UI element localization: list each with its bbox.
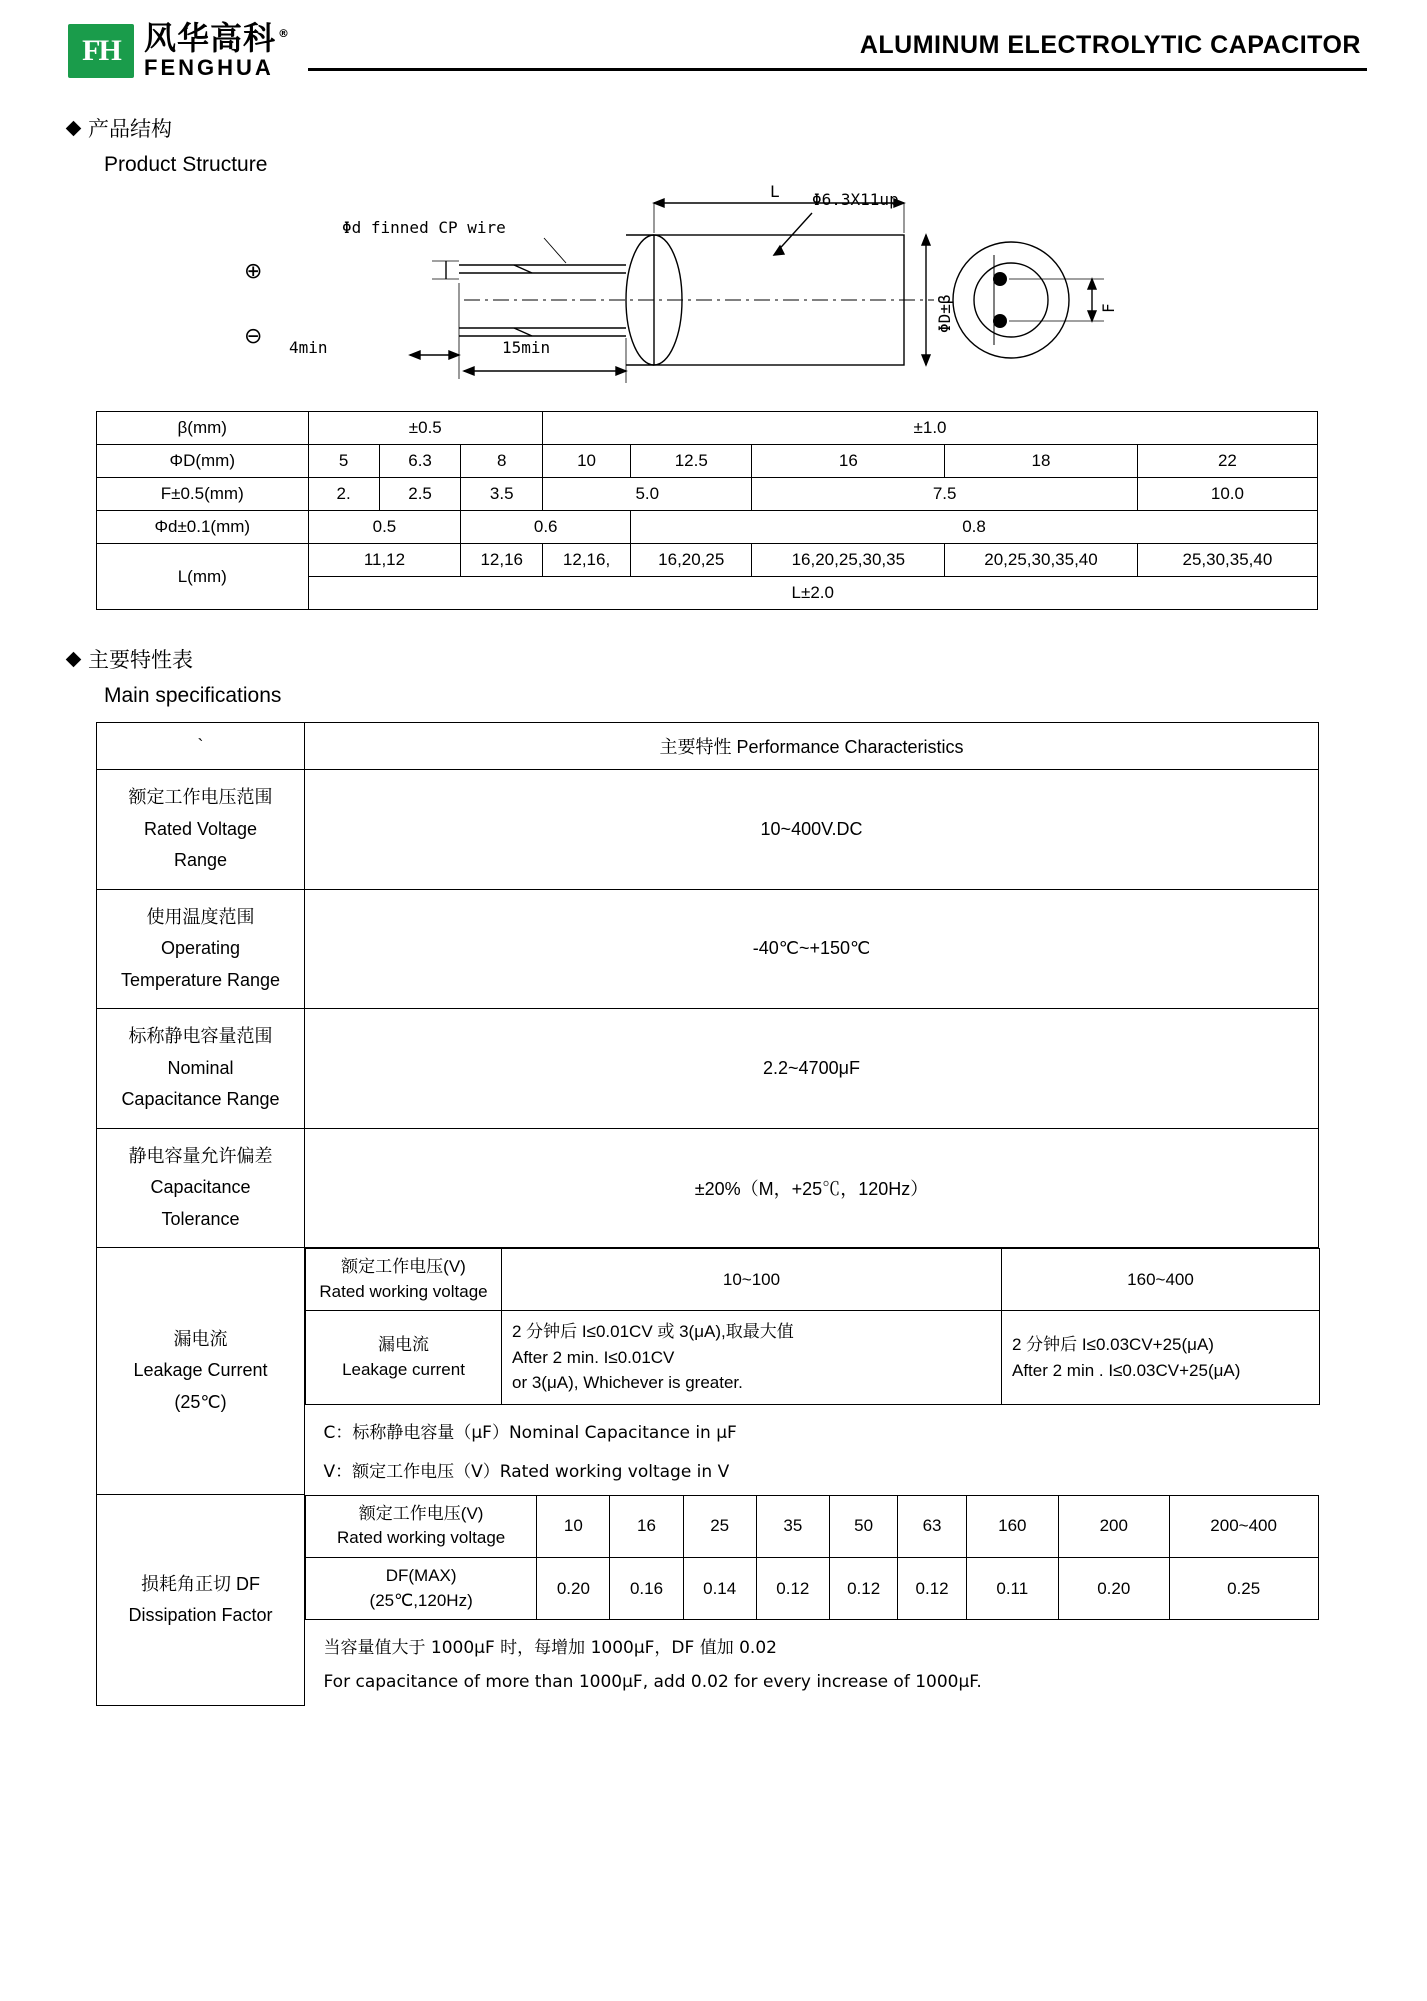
df-value-cell: 0.12 <box>756 1558 829 1620</box>
label-line: Leakage current <box>342 1359 465 1379</box>
leakage-notes <box>306 1404 1320 1495</box>
product-structure-heading <box>68 113 1359 143</box>
minus-terminal-icon: ⊖ <box>243 324 262 349</box>
dim-cell: 7.5 <box>752 478 1137 511</box>
spec-value-nominal-capacitance: 2.2~4700μF <box>305 1009 1319 1129</box>
dim-cell: 3.5 <box>461 478 543 511</box>
label-line: Rated Voltage <box>143 818 258 839</box>
performance-characteristics-header: 主要特性 Performance Characteristics <box>305 723 1319 770</box>
df-value-cell: 0.14 <box>683 1558 756 1620</box>
label-line: Tolerance <box>161 1208 240 1229</box>
main-specs-section <box>0 644 1427 1706</box>
logo-english-name: FENGHUA <box>144 55 274 80</box>
label-line: Capacitance Range <box>121 1089 280 1109</box>
df-value-cell: 0.20 <box>537 1558 610 1620</box>
dim-cell: 5 <box>308 445 379 478</box>
label-line: Rated working voltage <box>319 1281 488 1301</box>
dim-row-label: β(mm) <box>97 412 309 445</box>
dissipation-inner-table <box>305 1495 1319 1706</box>
dim-row-label: ΦD(mm) <box>97 445 309 478</box>
dim-cell: 2. <box>308 478 379 511</box>
logo-wordmark <box>144 19 291 80</box>
table-row <box>97 1128 1319 1248</box>
label-phiD-beta: ΦD±β <box>934 294 954 333</box>
logo-chinese-name: 风华高科 ® <box>144 19 291 57</box>
dim-cell: 22 <box>1137 445 1317 478</box>
df-value-cell: 0.16 <box>610 1558 683 1620</box>
label-line: 额定工作电压范围 <box>128 787 273 807</box>
spec-value-operating-temperature: -40℃~+150℃ <box>305 889 1319 1009</box>
product-structure-section <box>0 113 1427 610</box>
dimension-table <box>96 411 1318 610</box>
label-line: Nominal <box>167 1057 234 1078</box>
table-row <box>97 1495 1319 1706</box>
dim-cell: 8 <box>461 445 543 478</box>
spec-label-nominal-capacitance <box>97 1009 305 1129</box>
leakage-value-high: 2 分钟后 I≤0.03CV+25(μA) After 2 min . I≤0.03CV+25(μA) <box>1002 1311 1320 1405</box>
dim-cell: 25,30,35,40 <box>1137 544 1317 577</box>
product-structure-heading-en: Product Structure <box>104 153 268 176</box>
label-line: 漏电流 <box>173 1328 228 1349</box>
document-title: ALUMINUM ELECTROLYTIC CAPACITOR <box>859 30 1361 59</box>
df-voltage-cell: 200~400 <box>1169 1495 1318 1557</box>
plus-terminal-icon: ⊕ <box>243 259 262 284</box>
leakage-current-block <box>305 1248 1319 1495</box>
spec-label-leakage-current <box>97 1248 305 1495</box>
table-row <box>97 412 1318 445</box>
df-max-header <box>306 1558 537 1620</box>
dim-cell: 0.5 <box>308 511 461 544</box>
df-note-cn: 当容量值大于 1000μF 时，每增加 1000μF，DF 值加 0.02 <box>323 1638 777 1659</box>
product-structure-heading-cn: 产品结构 <box>88 117 172 141</box>
df-value-cell: 0.25 <box>1169 1558 1318 1620</box>
table-row <box>97 889 1319 1009</box>
label-F: F <box>1098 303 1118 313</box>
dim-cell: 5.0 <box>543 478 752 511</box>
spec-value-rated-voltage: 10~400V.DC <box>305 770 1319 890</box>
logo-mark-text: FH <box>82 33 120 67</box>
spec-value-capacitance-tolerance: ±20%（M，+25℃，120Hz） <box>305 1128 1319 1248</box>
table-row <box>97 511 1318 544</box>
df-voltage-cell: 200 <box>1058 1495 1169 1557</box>
df-voltage-header <box>306 1495 537 1557</box>
company-logo <box>68 19 291 80</box>
table-row <box>97 478 1318 511</box>
capacitor-drawing <box>68 183 1359 393</box>
table-row <box>97 1009 1319 1129</box>
label-line: Leakage Current <box>133 1360 268 1381</box>
label-line: 漏电流 <box>378 1334 429 1354</box>
spec-corner-cell: ` <box>97 723 305 770</box>
df-voltage-cell: 50 <box>829 1495 897 1557</box>
label-line: (25℃) <box>174 1391 227 1412</box>
header-divider <box>308 68 1367 71</box>
df-notes <box>306 1620 1319 1706</box>
dim-cell: 10.0 <box>1137 478 1317 511</box>
capacitor-outline-svg <box>214 183 1214 393</box>
page-header <box>0 0 1427 79</box>
label-line: Temperature Range <box>120 969 281 990</box>
diamond-bullet-icon <box>66 120 82 136</box>
spec-label-capacitance-tolerance <box>97 1128 305 1248</box>
dim-cell: 0.6 <box>461 511 631 544</box>
table-row <box>97 544 1318 577</box>
leakage-voltage-range-high: 160~400 <box>1002 1249 1320 1311</box>
specifications-table <box>96 722 1319 1706</box>
label-line: Capacitance <box>150 1177 251 1197</box>
dim-cell: 16,20,25,30,35 <box>752 544 945 577</box>
label-L: L <box>769 183 780 201</box>
dim-cell: 18 <box>945 445 1138 478</box>
table-row <box>306 1620 1319 1706</box>
label-phi-63: Φ6.3X11up <box>811 190 899 209</box>
table-row <box>306 1404 1320 1495</box>
table-row <box>306 1495 1319 1557</box>
df-voltage-cell: 16 <box>610 1495 683 1557</box>
leakage-voltage-header <box>306 1249 502 1311</box>
label-line: 损耗角正切 DF <box>141 1573 260 1594</box>
dim-cell: ±0.5 <box>308 412 543 445</box>
diamond-bullet-icon <box>66 651 82 667</box>
df-note-en: For capacitance of more than 1000μF, add 0.02 for every increase of 1000μF. <box>323 1672 982 1693</box>
label-line: (25℃,120Hz) <box>369 1590 473 1610</box>
label-line: 使用温度范围 <box>146 906 255 927</box>
dissipation-factor-block <box>305 1495 1319 1706</box>
df-voltage-cell: 63 <box>898 1495 966 1557</box>
dim-row-label: F±0.5(mm) <box>97 478 309 511</box>
dim-cell: 20,25,30,35,40 <box>945 544 1138 577</box>
table-row <box>97 723 1319 770</box>
table-row <box>97 1248 1319 1495</box>
dim-cell: 16 <box>752 445 945 478</box>
dim-row-label: Φd±0.1(mm) <box>97 511 309 544</box>
dim-cell: 16,20,25 <box>631 544 752 577</box>
df-value-cell: 0.12 <box>898 1558 966 1620</box>
df-value-cell: 0.11 <box>966 1558 1058 1620</box>
label-line: Rated working voltage <box>337 1528 506 1548</box>
table-row <box>306 1311 1320 1405</box>
label-line: 标称静电容量范围 <box>128 1026 273 1046</box>
dim-cell: 11,12 <box>308 544 461 577</box>
label-line: Operating <box>160 938 241 958</box>
main-specs-heading <box>68 644 1359 674</box>
df-value-cell: 0.20 <box>1058 1558 1169 1620</box>
header-title-block <box>308 31 1367 71</box>
table-row <box>97 770 1319 890</box>
dim-cell: ±1.0 <box>543 412 1318 445</box>
label-line: Range <box>173 850 228 870</box>
label-line: 额定工作电压(V) <box>358 1503 484 1523</box>
df-voltage-cell: 10 <box>537 1495 610 1557</box>
dim-cell: L±2.0 <box>308 577 1317 610</box>
leakage-note-c: C：标称静电容量（μF）Nominal Capacitance in μF <box>323 1422 737 1443</box>
dim-cell: 12,16, <box>543 544 631 577</box>
dim-cell: 0.8 <box>631 511 1318 544</box>
dim-cell: 12.5 <box>631 445 752 478</box>
label-phi-d: Φd finned CP wire <box>341 218 506 237</box>
spec-label-operating-temperature <box>97 889 305 1009</box>
leakage-note-v: V：额定工作电压（V）Rated working voltage in V <box>323 1461 730 1482</box>
label-4min: 4min <box>288 338 328 357</box>
fenghua-logo-icon <box>68 24 134 78</box>
table-row <box>97 445 1318 478</box>
leakage-value-low: 2 分钟后 I≤0.01CV 或 3(μA),取最大值 After 2 min. I≤0.01CV or 3(μA), Whichever is greater. <box>502 1311 1002 1405</box>
df-voltage-cell: 35 <box>756 1495 829 1557</box>
table-row <box>306 1558 1319 1620</box>
dim-row-label: L(mm) <box>97 544 309 610</box>
spec-label-rated-voltage <box>97 770 305 890</box>
label-line: DF(MAX) <box>385 1566 457 1586</box>
label-15min: 15min <box>501 338 550 357</box>
df-voltage-cell: 160 <box>966 1495 1058 1557</box>
df-voltage-cell: 25 <box>683 1495 756 1557</box>
dim-cell: 6.3 <box>379 445 461 478</box>
dim-cell: 10 <box>543 445 631 478</box>
df-value-cell: 0.12 <box>829 1558 897 1620</box>
label-line: 静电容量允许偏差 <box>128 1145 273 1166</box>
label-line: 额定工作电压(V) <box>341 1257 466 1276</box>
leakage-inner-table <box>305 1248 1320 1495</box>
main-specs-heading-cn: 主要特性表 <box>88 648 193 672</box>
leakage-voltage-range-low: 10~100 <box>502 1249 1002 1311</box>
label-line: Dissipation Factor <box>128 1605 273 1626</box>
leakage-current-header <box>306 1311 502 1405</box>
table-row <box>306 1249 1320 1311</box>
spec-label-dissipation-factor <box>97 1495 305 1706</box>
registered-mark-icon: ® <box>278 27 291 41</box>
dim-cell: 2.5 <box>379 478 461 511</box>
main-specs-heading-en: Main specifications <box>104 684 282 707</box>
dim-cell: 12,16 <box>461 544 543 577</box>
